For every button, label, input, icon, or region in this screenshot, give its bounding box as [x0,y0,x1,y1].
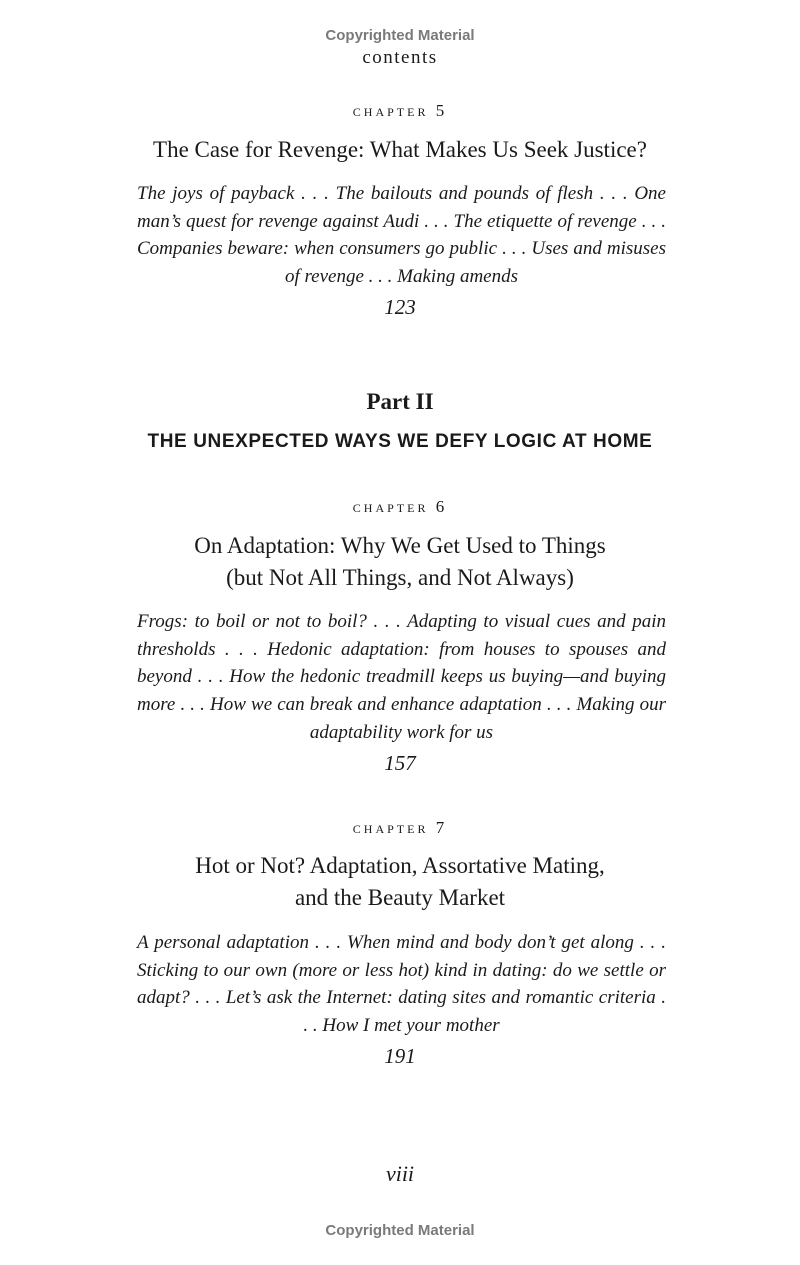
chapter-7-title-line-1: Hot or Not? Adaptation, Assortative Mating, [195,853,605,878]
chapter-7-page-number: 191 [384,1044,416,1068]
chapter-6-title-line-1: On Adaptation: Why We Get Used to Things [194,533,606,558]
chapter-6-title [0,530,800,594]
chapter-6-summary: Frogs: to boil or not to boil? . . . Adapting to visual cues and pain thresholds . . . Hedonic adaptation: from houses to spouses and beyond . . . How the hedonic treadmill keeps us buying—and buying more . . . How we can break and enhance adaptation . . . Making our adaptability work for us [137,611,666,743]
chapter-7-title [0,850,800,914]
chapter-5-title-line-1: The Case for Revenge: What Makes Us Seek Justice? [153,137,647,162]
part-title: THE UNEXPECTED WAYS WE DEFY LOGIC AT HOME [147,431,653,452]
chapter-5-title [0,134,800,166]
chapter-5-page-number: 123 [384,295,416,319]
chapter-5-summary: The joys of payback . . . The bailouts and pounds of flesh . . . One man’s quest for revenge against Audi . . . The etiquette of revenge . . . Companies beware: when consumers go public . . . Uses and misuses of revenge . . . Making amends [137,183,666,288]
part-label: Part II [366,389,434,414]
chapter-7-label: chapter 7 [352,818,448,837]
copyright-watermark-bottom: Copyrighted Material [325,1222,475,1239]
chapter-6-label: chapter 6 [352,497,448,516]
chapter-5-label: chapter 5 [352,101,448,120]
chapter-7-summary: A personal adaptation . . . When mind and body don’t get along . . . Sticking to our own (more or less hot) kind in dating: do we settle or adapt? . . . Let’s ask the Internet: dating sites and romantic criteria . . . How I met your mother [137,932,666,1037]
chapter-6-page-number: 157 [384,751,416,775]
page-folio: viii [385,1161,415,1186]
chapter-7-title-line-2: and the Beauty Market [294,885,506,910]
running-head: contents [362,47,438,68]
copyright-watermark-top: Copyrighted Material [325,27,475,44]
chapter-6-title-line-2: (but Not All Things, and Not Always) [226,565,574,590]
